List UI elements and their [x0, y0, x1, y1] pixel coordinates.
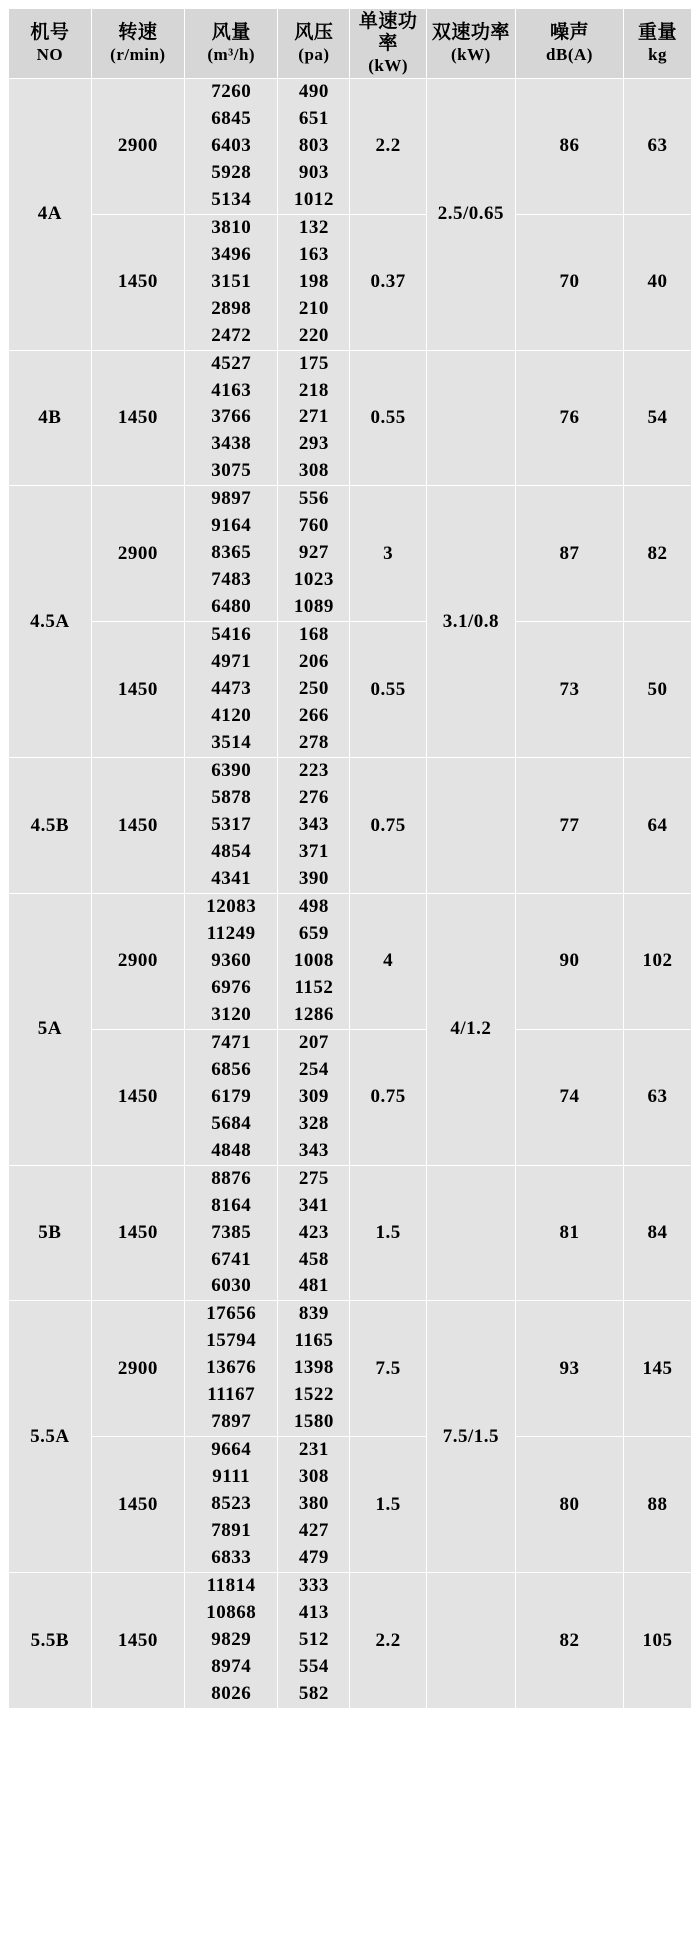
pressure-value: 1580 — [293, 1411, 334, 1433]
pressure-value: 271 — [298, 406, 329, 428]
header-pressure — [278, 9, 350, 79]
table-row — [9, 758, 692, 894]
cell-rpm: 2900 — [91, 78, 184, 214]
flow-value: 3438 — [211, 433, 252, 455]
pressure-value: 512 — [298, 1629, 329, 1651]
cell-noise: 82 — [515, 1573, 623, 1709]
flow-value: 5684 — [211, 1112, 252, 1134]
pressure-value: 343 — [298, 1139, 329, 1161]
cell-pressure — [278, 893, 350, 1029]
cell-noise: 77 — [515, 758, 623, 894]
cell-single-power: 7.5 — [350, 1301, 426, 1437]
flow-value: 2898 — [211, 297, 252, 319]
cell-pressure — [278, 486, 350, 622]
pressure-value: 651 — [298, 107, 329, 129]
flow-value: 4971 — [211, 651, 252, 673]
flow-value: 9664 — [211, 1439, 252, 1461]
cell-model: 5A — [9, 893, 92, 1165]
table-row — [9, 1165, 692, 1301]
pressure-value: 390 — [298, 867, 329, 889]
flow-value: 5134 — [211, 188, 252, 210]
cell-noise: 81 — [515, 1165, 623, 1301]
cell-pressure — [278, 78, 350, 214]
pressure-value: 371 — [298, 840, 329, 862]
cell-flow — [185, 1029, 278, 1165]
cell-single-power: 4 — [350, 893, 426, 1029]
cell-noise: 76 — [515, 350, 623, 486]
cell-flow — [185, 758, 278, 894]
cell-weight: 88 — [624, 1437, 692, 1573]
cell-weight: 50 — [624, 622, 692, 758]
cell-weight: 145 — [624, 1301, 692, 1437]
flow-value: 4120 — [211, 705, 252, 727]
pressure-value: 481 — [298, 1275, 329, 1297]
header-model — [9, 9, 92, 79]
cell-pressure — [278, 214, 350, 350]
cell-rpm: 1450 — [91, 1573, 184, 1709]
cell-single-power: 2.2 — [350, 1573, 426, 1709]
pressure-value: 839 — [298, 1303, 329, 1325]
pressure-value: 554 — [298, 1656, 329, 1678]
header-weight-unit: kg — [648, 44, 668, 64]
table-row — [9, 622, 692, 758]
table-row — [9, 1573, 692, 1709]
header-dual-power-unit: (kW) — [450, 44, 491, 64]
flow-value: 5416 — [211, 624, 252, 646]
header-row — [9, 9, 692, 79]
pressure-value: 423 — [298, 1221, 329, 1243]
header-single-power-cn: 单速功率 — [358, 11, 418, 55]
pressure-value: 458 — [298, 1248, 329, 1270]
cell-noise: 93 — [515, 1301, 623, 1437]
cell-dual-power — [426, 350, 515, 486]
table-header — [9, 9, 692, 79]
cell-weight: 105 — [624, 1573, 692, 1709]
pressure — [278, 1301, 349, 1436]
flow-value: 7471 — [211, 1031, 252, 1053]
header-flow — [185, 9, 278, 79]
flow-value: 8026 — [211, 1683, 252, 1705]
table-body — [9, 78, 692, 1708]
cell-pressure — [278, 350, 350, 486]
flow — [185, 215, 277, 350]
pressure-value: 207 — [298, 1031, 329, 1053]
cell-single-power: 0.55 — [350, 350, 426, 486]
table-row — [9, 78, 692, 214]
cell-weight: 63 — [624, 78, 692, 214]
flow-value: 9897 — [211, 488, 252, 510]
flow — [185, 1301, 277, 1436]
cell-model: 4.5B — [9, 758, 92, 894]
cell-rpm: 2900 — [91, 1301, 184, 1437]
header-weight-cn: 重量 — [638, 22, 678, 44]
cell-rpm: 2900 — [91, 486, 184, 622]
pressure-value: 490 — [298, 80, 329, 102]
pressure-value: 276 — [298, 787, 329, 809]
cell-noise: 70 — [515, 214, 623, 350]
cell-weight: 84 — [624, 1165, 692, 1301]
flow-value: 9111 — [212, 1466, 251, 1488]
pressure-value: 175 — [298, 352, 329, 374]
cell-flow — [185, 78, 278, 214]
flow-value: 2472 — [211, 324, 252, 346]
pressure-value: 275 — [298, 1167, 329, 1189]
pressure — [278, 215, 349, 350]
flow-value: 6856 — [211, 1058, 252, 1080]
cell-flow — [185, 1573, 278, 1709]
flow-value: 8876 — [211, 1167, 252, 1189]
flow — [185, 79, 277, 214]
flow-value: 10868 — [206, 1602, 257, 1624]
pressure-value: 927 — [298, 542, 329, 564]
flow-value: 11249 — [206, 922, 256, 944]
cell-model: 4.5A — [9, 486, 92, 758]
pressure-value: 1008 — [293, 949, 334, 971]
cell-noise: 73 — [515, 622, 623, 758]
flow-value: 8164 — [211, 1194, 252, 1216]
pressure-value: 1165 — [294, 1330, 334, 1352]
pressure — [278, 622, 349, 757]
flow-value: 15794 — [206, 1330, 257, 1352]
flow — [185, 486, 277, 621]
flow-value: 12083 — [206, 895, 257, 917]
cell-noise: 90 — [515, 893, 623, 1029]
flow — [185, 894, 277, 1029]
pressure — [278, 1573, 349, 1708]
pressure-value: 231 — [298, 1439, 329, 1461]
cell-pressure — [278, 1029, 350, 1165]
cell-pressure — [278, 1301, 350, 1437]
pressure-value: 1286 — [293, 1003, 334, 1025]
flow-value: 17656 — [206, 1303, 257, 1325]
pressure-value: 903 — [298, 161, 329, 183]
flow-value: 3810 — [211, 216, 252, 238]
flow — [185, 1437, 277, 1572]
cell-single-power: 1.5 — [350, 1437, 426, 1573]
cell-flow — [185, 1165, 278, 1301]
pressure-value: 254 — [298, 1058, 329, 1080]
flow — [185, 622, 277, 757]
flow-value: 9360 — [211, 949, 252, 971]
cell-rpm: 1450 — [91, 1437, 184, 1573]
flow-value: 7260 — [211, 80, 252, 102]
cell-pressure — [278, 1437, 350, 1573]
pressure-value: 293 — [298, 433, 329, 455]
pressure-value: 1522 — [293, 1384, 334, 1406]
flow-value: 8974 — [211, 1656, 252, 1678]
cell-flow — [185, 486, 278, 622]
table-row — [9, 893, 692, 1029]
cell-rpm: 1450 — [91, 214, 184, 350]
flow-value: 6833 — [211, 1547, 252, 1569]
pressure-value: 427 — [298, 1520, 329, 1542]
cell-single-power: 1.5 — [350, 1165, 426, 1301]
pressure-value: 1398 — [293, 1357, 334, 1379]
flow-value: 9164 — [211, 515, 252, 537]
pressure — [278, 894, 349, 1029]
cell-flow — [185, 214, 278, 350]
flow-value: 3514 — [211, 732, 252, 754]
pressure-value: 333 — [298, 1575, 329, 1597]
pressure-value: 413 — [298, 1602, 329, 1624]
pressure-value: 278 — [298, 732, 329, 754]
fan-specification-table — [8, 8, 692, 1709]
table-row — [9, 1301, 692, 1437]
cell-model: 5.5B — [9, 1573, 92, 1709]
cell-rpm: 1450 — [91, 1029, 184, 1165]
header-weight — [624, 9, 692, 79]
cell-pressure — [278, 622, 350, 758]
flow-value: 4527 — [211, 352, 252, 374]
cell-flow — [185, 893, 278, 1029]
flow — [185, 1573, 277, 1708]
header-model-cn: 机号 — [30, 22, 70, 44]
cell-noise: 74 — [515, 1029, 623, 1165]
cell-flow — [185, 350, 278, 486]
cell-flow — [185, 622, 278, 758]
pressure — [278, 486, 349, 621]
flow-value: 3766 — [211, 406, 252, 428]
cell-single-power: 0.37 — [350, 214, 426, 350]
table-row — [9, 214, 692, 350]
pressure — [278, 351, 349, 486]
cell-dual-power: 2.5/0.65 — [426, 78, 515, 350]
header-model-unit: NO — [36, 44, 64, 64]
flow-value: 6179 — [211, 1085, 252, 1107]
cell-weight: 54 — [624, 350, 692, 486]
pressure-value: 341 — [298, 1194, 329, 1216]
flow-value: 6845 — [211, 107, 252, 129]
cell-single-power: 0.75 — [350, 1029, 426, 1165]
flow-value: 6403 — [211, 134, 252, 156]
cell-dual-power — [426, 1573, 515, 1709]
header-rpm — [91, 9, 184, 79]
flow-value: 6390 — [211, 760, 252, 782]
flow-value: 8523 — [211, 1493, 252, 1515]
pressure-value: 168 — [298, 624, 329, 646]
cell-weight: 40 — [624, 214, 692, 350]
flow — [185, 1030, 277, 1165]
pressure — [278, 79, 349, 214]
flow-value: 3120 — [211, 1003, 252, 1025]
cell-weight: 102 — [624, 893, 692, 1029]
table-row — [9, 350, 692, 486]
cell-weight: 64 — [624, 758, 692, 894]
pressure-value: 498 — [298, 895, 329, 917]
cell-flow — [185, 1301, 278, 1437]
pressure-value: 218 — [298, 379, 329, 401]
pressure-value: 1152 — [294, 976, 334, 998]
pressure-value: 266 — [298, 705, 329, 727]
cell-pressure — [278, 1165, 350, 1301]
pressure-value: 206 — [298, 651, 329, 673]
cell-dual-power — [426, 1165, 515, 1301]
flow-value: 11814 — [206, 1575, 256, 1597]
cell-noise: 86 — [515, 78, 623, 214]
pressure-value: 328 — [298, 1112, 329, 1134]
cell-rpm: 1450 — [91, 350, 184, 486]
header-noise — [515, 9, 623, 79]
flow-value: 13676 — [206, 1357, 257, 1379]
cell-noise: 87 — [515, 486, 623, 622]
header-flow-unit: (m³/h) — [207, 44, 256, 64]
header-noise-unit: dB(A) — [546, 44, 593, 64]
table-row — [9, 1029, 692, 1165]
cell-weight: 82 — [624, 486, 692, 622]
pressure-value: 308 — [298, 460, 329, 482]
header-rpm-cn: 转速 — [118, 22, 158, 44]
header-noise-cn: 噪声 — [550, 22, 590, 44]
cell-noise: 80 — [515, 1437, 623, 1573]
pressure-value: 220 — [298, 324, 329, 346]
header-rpm-unit: (r/min) — [110, 44, 166, 64]
cell-single-power: 0.75 — [350, 758, 426, 894]
header-flow-cn: 风量 — [211, 22, 251, 44]
table-row — [9, 1437, 692, 1573]
pressure — [278, 1166, 349, 1301]
pressure-value: 250 — [298, 678, 329, 700]
cell-flow — [185, 1437, 278, 1573]
cell-weight: 63 — [624, 1029, 692, 1165]
flow-value: 5928 — [211, 161, 252, 183]
header-pressure-unit: (pa) — [298, 44, 330, 64]
cell-dual-power: 3.1/0.8 — [426, 486, 515, 758]
pressure-value: 309 — [298, 1085, 329, 1107]
cell-pressure — [278, 758, 350, 894]
cell-single-power: 2.2 — [350, 78, 426, 214]
flow-value: 7891 — [211, 1520, 252, 1542]
pressure-value: 343 — [298, 814, 329, 836]
flow-value: 6976 — [211, 976, 252, 998]
pressure-value: 223 — [298, 760, 329, 782]
flow-value: 6030 — [211, 1275, 252, 1297]
flow-value: 6480 — [211, 596, 252, 618]
cell-rpm: 1450 — [91, 622, 184, 758]
pressure — [278, 1030, 349, 1165]
pressure-value: 479 — [298, 1547, 329, 1569]
pressure-value: 1023 — [293, 569, 334, 591]
pressure-value: 198 — [298, 270, 329, 292]
cell-model: 4A — [9, 78, 92, 350]
cell-rpm: 1450 — [91, 758, 184, 894]
cell-rpm: 1450 — [91, 1165, 184, 1301]
flow-value: 9829 — [211, 1629, 252, 1651]
pressure — [278, 758, 349, 893]
cell-dual-power: 4/1.2 — [426, 893, 515, 1165]
flow — [185, 1166, 277, 1301]
pressure — [278, 1437, 349, 1572]
flow-value: 7897 — [211, 1411, 252, 1433]
header-dual-power — [426, 9, 515, 79]
header-single-power-unit: (kW) — [368, 55, 409, 75]
cell-model: 5.5A — [9, 1301, 92, 1573]
cell-model: 4B — [9, 350, 92, 486]
pressure-value: 1089 — [293, 596, 334, 618]
pressure-value: 659 — [298, 922, 329, 944]
cell-pressure — [278, 1573, 350, 1709]
flow-value: 4341 — [211, 867, 252, 889]
flow-value: 4163 — [211, 379, 252, 401]
flow-value: 8365 — [211, 542, 252, 564]
flow-value: 3496 — [211, 243, 252, 265]
pressure-value: 760 — [298, 515, 329, 537]
cell-dual-power — [426, 758, 515, 894]
pressure-value: 556 — [298, 488, 329, 510]
flow-value: 3151 — [211, 270, 252, 292]
flow-value: 5317 — [211, 814, 252, 836]
cell-single-power: 0.55 — [350, 622, 426, 758]
header-dual-power-cn: 双速功率 — [431, 22, 510, 44]
flow-value: 4854 — [211, 840, 252, 862]
cell-rpm: 2900 — [91, 893, 184, 1029]
pressure-value: 380 — [298, 1493, 329, 1515]
cell-dual-power: 7.5/1.5 — [426, 1301, 515, 1573]
flow-value: 11167 — [207, 1384, 256, 1406]
cell-model: 5B — [9, 1165, 92, 1301]
table-row — [9, 486, 692, 622]
flow-value: 5878 — [211, 787, 252, 809]
pressure-value: 308 — [298, 1466, 329, 1488]
flow-value: 3075 — [211, 460, 252, 482]
flow-value: 7385 — [211, 1221, 252, 1243]
flow — [185, 351, 277, 486]
pressure-value: 163 — [298, 243, 329, 265]
flow-value: 6741 — [211, 1248, 252, 1270]
flow — [185, 758, 277, 893]
pressure-value: 1012 — [293, 188, 334, 210]
cell-single-power: 3 — [350, 486, 426, 622]
flow-value: 4473 — [211, 678, 252, 700]
pressure-value: 132 — [298, 216, 329, 238]
header-pressure-cn: 风压 — [294, 22, 334, 44]
flow-value: 4848 — [211, 1139, 252, 1161]
pressure-value: 803 — [298, 134, 329, 156]
pressure-value: 582 — [298, 1683, 329, 1705]
pressure-value: 210 — [298, 297, 329, 319]
flow-value: 7483 — [211, 569, 252, 591]
header-single-power — [350, 9, 426, 79]
